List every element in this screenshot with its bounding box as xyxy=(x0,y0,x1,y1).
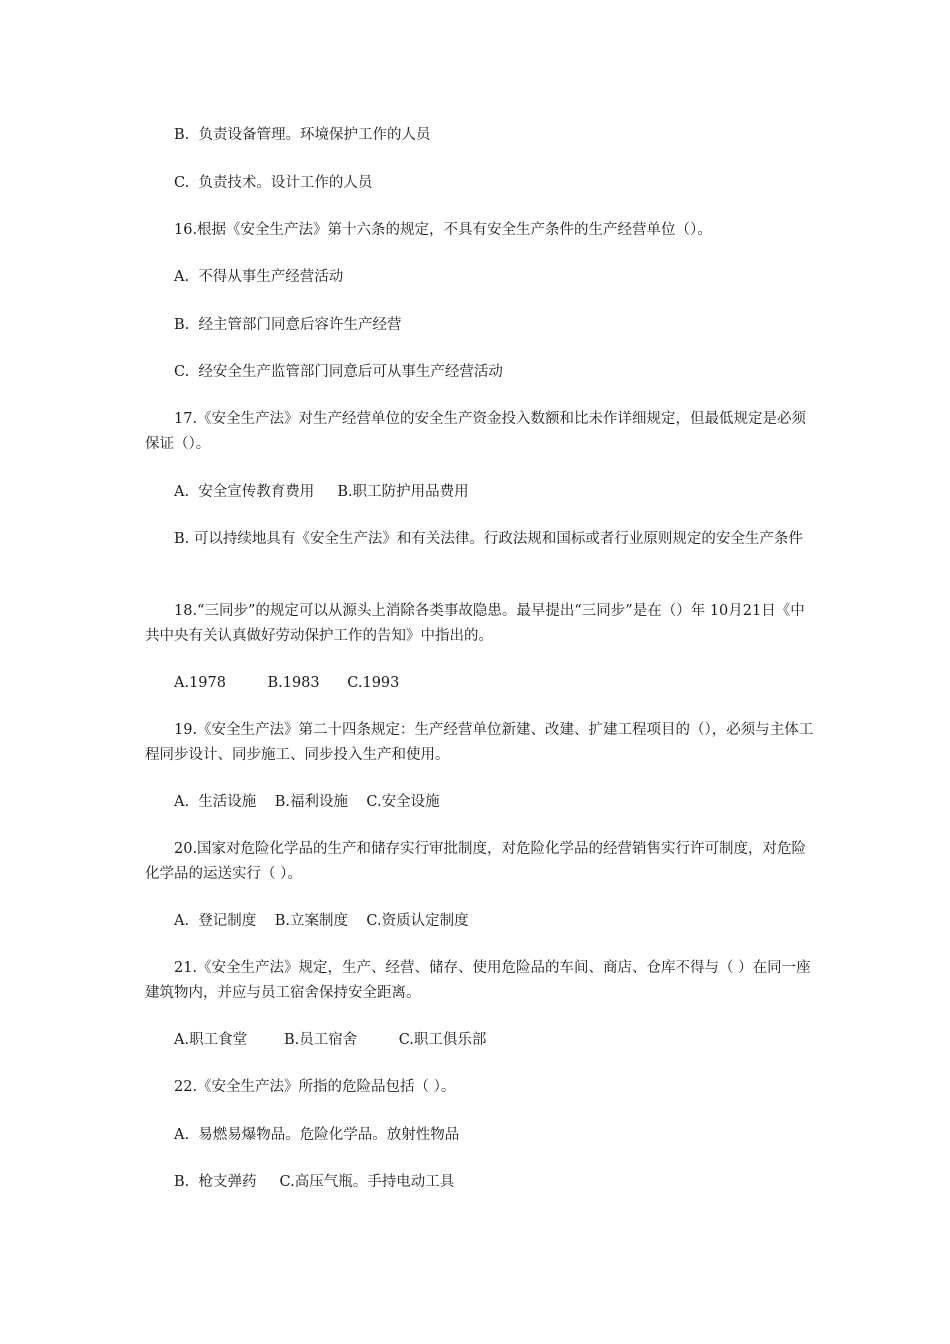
option-line: A. 生活设施 B.福利设施 C.安全设施 xyxy=(174,794,440,810)
question-21: 21.《安全生产法》规定，生产、经营、储存、使用危险品的车间、商店、仓库不得与（ ）在同一座建筑物内，并应与员工宿舍保持安全距离。 xyxy=(145,960,811,1001)
option-line: A.1978 B.1983 C.1993 xyxy=(174,675,400,691)
option-line: A.职工食堂 B.员工宿舍 C.职工俱乐部 xyxy=(174,1032,487,1048)
question-22: 22.《安全生产法》所指的危险品包括（ ）。 xyxy=(174,1079,456,1095)
option-line: A. 登记制度 B.立案制度 C.资质认定制度 xyxy=(174,913,469,929)
option-line: A. 安全宣传教育费用 B.职工防护用品费用 xyxy=(174,484,469,500)
option-line: A. 不得从事生产经营活动 xyxy=(174,269,344,285)
option-line: C. 负责技术。设计工作的人员 xyxy=(174,175,373,191)
option-line: B. 负责设备管理。环境保护工作的人员 xyxy=(174,127,431,143)
option-line: B. 可以持续地具有《安全生产法》和有关法律。行政法规和国标或者行业原则规定的安全生产条件 xyxy=(174,531,803,547)
option-line: C. 经安全生产监管部门同意后可从事生产经营活动 xyxy=(174,364,503,380)
question-19: 19.《安全生产法》第二十四条规定：生产经营单位新建、改建、扩建工程项目的（），必须与主体工程同步设计、同步施工、同步投入生产和使用。 xyxy=(145,722,814,763)
option-line: A. 易燃易爆物品。危险化学品。放射性物品 xyxy=(174,1127,460,1143)
question-18: 18.“三同步”的规定可以从源头上消除各类事故隐患。最早提出“三同步”是在（）年 10月21日《中共中央有关认真做好劳动保护工作的告知》中指出的。 xyxy=(145,603,805,644)
question-17: 17.《安全生产法》对生产经营单位的安全生产资金投入数额和比未作详细规定，但最低规定是必须保证（）。 xyxy=(145,411,807,452)
question-16: 16.根据《安全生产法》第十六条的规定，不具有安全生产条件的生产经营单位（）。 xyxy=(174,222,712,238)
question-20: 20.国家对危险化学品的生产和储存实行审批制度，对危险化学品的经营销售实行许可制度，对危险化学品的运送实行（ ）。 xyxy=(145,841,807,882)
option-line: B. 枪支弹药 C.高压气瓶。手持电动工具 xyxy=(174,1174,455,1190)
option-line: B. 经主管部门同意后容许生产经营 xyxy=(174,317,402,333)
